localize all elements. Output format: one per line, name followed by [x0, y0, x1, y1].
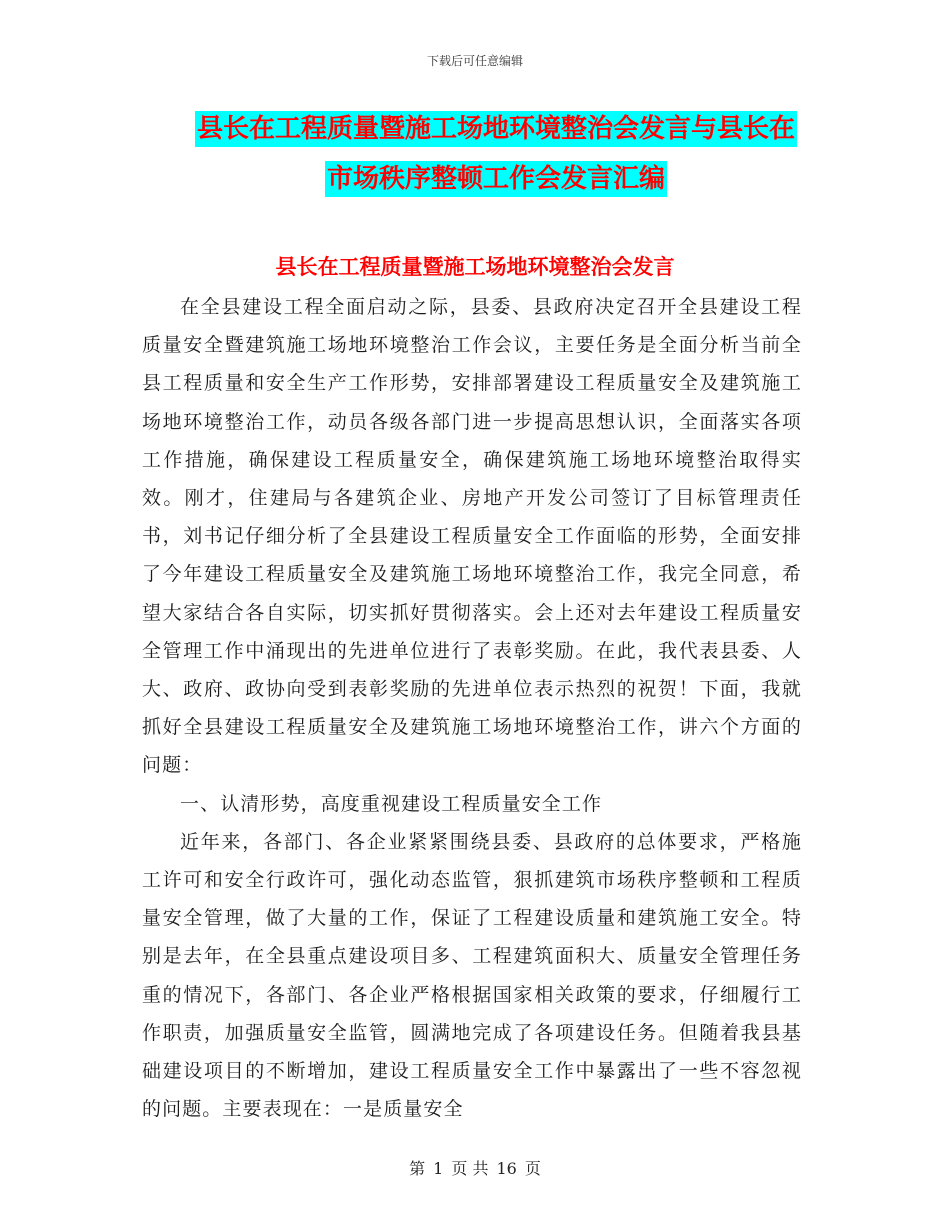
paragraph: 在全县建设工程全面启动之际，县委、县政府决定召开全县建设工程质量安全暨建筑施工场地环境整治工作会议，主要任务是全面分析当前全县工程质量和安全生产工作形势，安排部署建设工程质量安全及建筑施工场地环境整治工作，动员各级各部门进一步提高思想认识，全面落实各项工作措施，确保建设工程质量安全，确保建筑施工场地环境整治取得实效。刚才，住建局与各建筑企业、房地产开发公司签订了目标管理责任书，刘书记仔细分析了全县建设工程质量安全工作面临的形势，全面安排了今年建设工程质量安全及建筑施工场地环境整治工作，我完全同意，希望大家结合各自实际，切实抓好贯彻落实。会上还对去年建设工程质量安全管理工作中涌现出的先进单位进行了表彰奖励。在此，我代表县委、人大、政府、政协向受到表彰奖励的先进单位表示热烈的祝贺！下面，我就抓好全县建设工程质量安全及建筑施工场地环境整治工作，讲六个方面的问题：: [142, 296, 802, 777]
body-text: [142, 288, 802, 1128]
footer-prefix: 第: [409, 1159, 426, 1178]
main-title-line-2: 市场秩序整顿工作会发言汇编: [325, 161, 667, 197]
total-pages: 16: [496, 1159, 517, 1178]
header-note: 下载后可任意编辑: [426, 54, 523, 68]
section-title: 县长在工程质量暨施工场地环境整治会发言: [275, 255, 675, 279]
paragraph-heading: 一、认清形势，高度重视建设工程质量安全工作: [180, 792, 603, 815]
main-title-line-1: 县长在工程质量暨施工场地环境整治会发言与县长在: [195, 111, 797, 147]
page-number: 1: [433, 1159, 444, 1178]
paragraph: 近年来，各部门、各企业紧紧围绕县委、县政府的总体要求，严格施工许可和安全行政许可，强化动态监管，狠抓建筑市场秩序整顿和工程质量安全管理，做了大量的工作，保证了工程建设质量和建筑施工安全。特别是去年，在全县重点建设项目多、工程建筑面积大、质量安全管理任务重的情况下，各部门、各企业严格根据国家相关政策的要求，仔细履行工作职责，加强质量安全监管，圆满地完成了各项建设任务。但随着我县基础建设项目的不断增加，建设工程质量安全工作中暴露出了一些不容忽视的问题。主要表现在：一是质量安全: [142, 830, 802, 1121]
main-title: [190, 111, 802, 197]
footer-mid: 页 共: [451, 1159, 489, 1178]
page-footer: [0, 1156, 950, 1179]
footer-suffix: 页: [524, 1159, 541, 1178]
